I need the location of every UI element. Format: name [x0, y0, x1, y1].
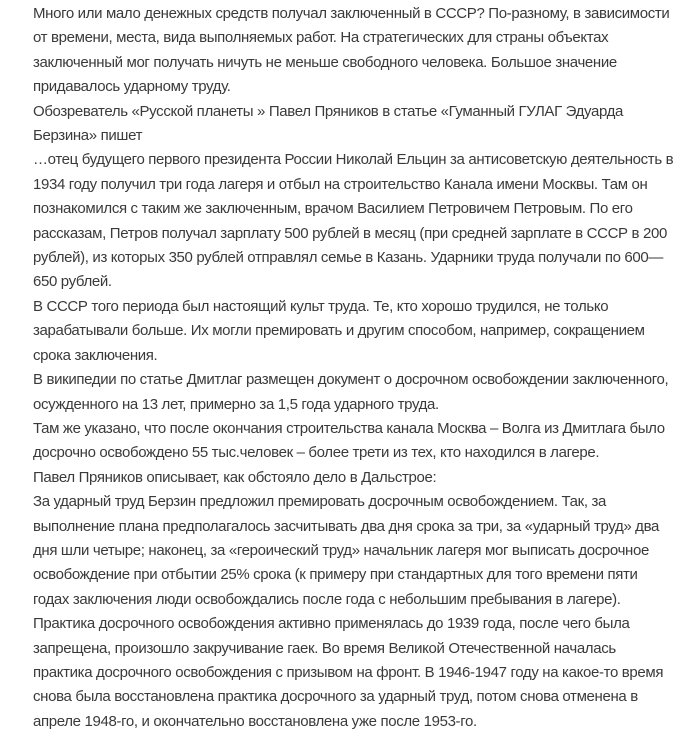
paragraph: [33, 417, 693, 466]
text-line: Обозреватель «Русской планеты » Павел Пряников в статье «Гуманный ГУЛАГ Эдуарда: [33, 102, 624, 120]
text-line: Практика досрочного освобождения активно применялась до 1939 года, после чего была: [33, 615, 630, 633]
text-line: освобождение при отбытии 25% срока (к примеру при стандартных для того времени пяти: [33, 566, 638, 584]
text-line: Там же указано, что после окончания строительства канала Москва – Волга из Дмитлага было: [33, 419, 665, 437]
paragraph: [33, 490, 693, 612]
text-line: придавалось ударному труду.: [33, 78, 231, 96]
paragraph: [33, 148, 693, 294]
paragraph: [33, 466, 693, 490]
text-line: 1934 году получил три года лагеря и отбыл на строительство Канала имени Москвы. Там он: [33, 175, 648, 193]
text-line: дня шли четыре; наконец, за «героический труд» начальник лагеря мог выписать досрочное: [33, 541, 649, 559]
text-line: годах заключения люди освобождались после года с небольшим пребывания в лагере).: [33, 590, 621, 608]
text-line: В СССР того периода был настоящий культ труда. Те, кто хорошо трудился, не только: [33, 297, 609, 315]
text-line: познакомился с таким же заключенным, врачом Василием Петровичем Петровым. По его: [33, 200, 633, 218]
text-line: Берзина» пишет: [33, 127, 143, 145]
text-line: выполнение плана предполагалось засчитывать два дня срока за три, за «ударный труд» два: [33, 517, 660, 535]
text-line: 650 рублей.: [33, 273, 112, 291]
text-line: осужденного на 13 лет, примерно за 1,5 года ударного труда.: [33, 395, 439, 413]
paragraph: [33, 295, 693, 368]
text-line: снова была восстановлена практика досрочного за ударный труд, потом снова отменена в: [33, 688, 638, 706]
paragraph: [33, 612, 693, 734]
text-line: запрещена, произошло закручивание гаек. Во время Великой Отечественной началась: [33, 639, 616, 657]
text-line: …отец будущего первого президента России Николай Ельцин за антисоветскую деятельность в: [33, 151, 674, 169]
text-line: Много или мало денежных средств получал заключенный в СССР? По-разному, в зависимости: [33, 5, 670, 22]
text-line: За ударный труд Берзин предложил премировать досрочным освобождением. Так, за: [33, 493, 606, 511]
text-line: зарабатывали больше. Их могли премировать и другим способом, например, сокращением: [33, 322, 645, 340]
text-line: Павел Пряников описывает, как обстояло дело в Дальстрое:: [33, 468, 437, 486]
paragraph: [33, 368, 693, 417]
article-body: [33, 2, 693, 734]
text-line: от времени, места, вида выполняемых работ. На стратегических для страны объектах: [33, 29, 609, 47]
text-line: практика досрочного освобождения с призывом на фронт. В 1946-1947 году на какое-то время: [33, 663, 664, 681]
text-line: В википедии по статье Дмитлаг размещен документ о досрочном освобождении заключенного,: [33, 371, 669, 389]
text-line: заключенный мог получать ничуть не меньше свободного человека. Большое значение: [33, 53, 617, 71]
text-line: досрочно освобождено 55 тыс.человек – более трети из тех, кто находился в лагере.: [33, 444, 600, 462]
text-line: срока заключения.: [33, 346, 158, 364]
text-line: рублей), из которых 350 рублей отправлял семье в Казань. Ударники труда получали по 600—: [33, 249, 664, 267]
text-line: апреле 1948-го, и окончательно восстановлена уже после 1953-го.: [33, 712, 477, 730]
paragraph: [33, 2, 693, 100]
text-line: рассказам, Петров получал зарплату 500 рублей в месяц (при средней зарплате в СССР в 200: [33, 224, 667, 242]
paragraph: [33, 100, 693, 149]
